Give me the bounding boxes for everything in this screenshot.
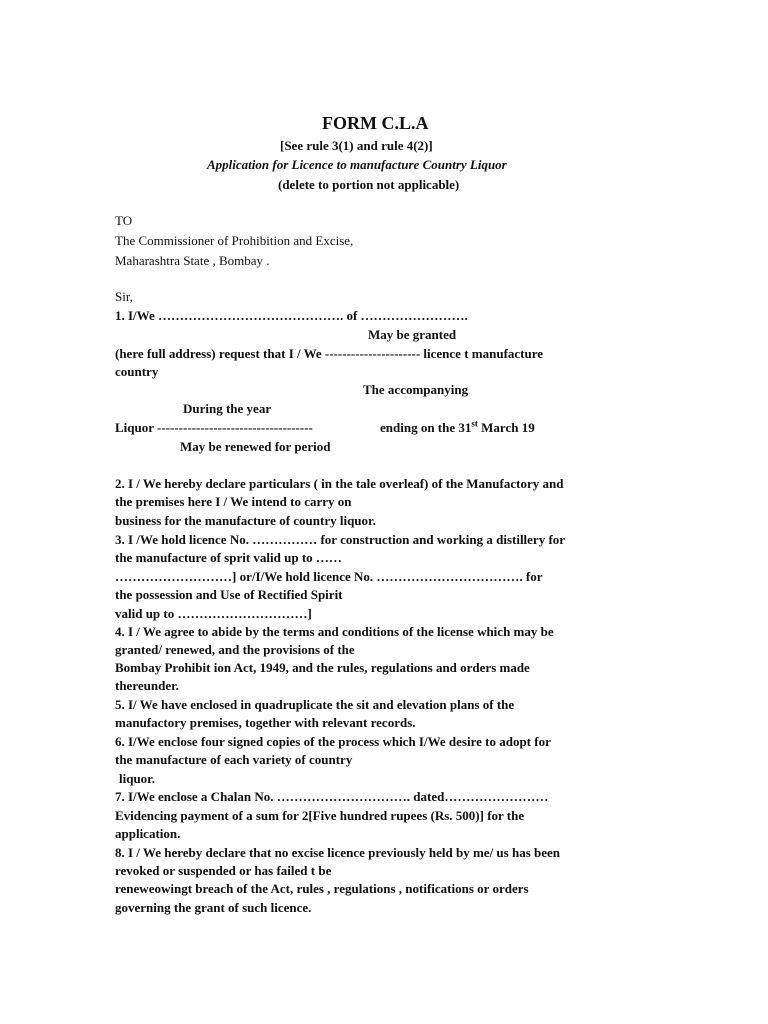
para-1-line-a: 1. I/We ……………………………………. of …………………….	[115, 308, 468, 323]
para-2-line-a: 2. I / We hereby declare particulars ( in the tale overleaf) of the Manufactory and	[115, 476, 564, 491]
para-3-line-a: 3. I /We hold licence No. …………… for construction and working a distillery for	[115, 532, 566, 547]
para-3-line-c: ………………………] or/I/We hold licence No. ……………………………. for	[115, 569, 543, 584]
para-6-line-b: the manufacture of each variety of country	[115, 752, 353, 767]
para-2-line-b: the premises here I / We intend to carry on	[115, 494, 352, 509]
ending-month: March 19	[477, 420, 535, 435]
para-4-line-b: granted/ renewed, and the provisions of the	[115, 642, 355, 657]
address-to: TO	[115, 213, 133, 228]
para-8-line-a: 8. I / We hereby declare that no excise licence previously held by me/ us has been	[115, 845, 561, 860]
salutation: Sir,	[115, 289, 133, 304]
para-1-line-b: May be granted	[368, 327, 457, 342]
para-8-line-b: revoked or suspended or has failed t be	[115, 863, 332, 878]
para-6-line-a: 6. I/We enclose four signed copies of the process which I/We desire to adopt for	[115, 734, 551, 749]
para-3-line-b: the manufacture of sprit valid up to ……	[115, 550, 342, 565]
para-5-line-a: 5. I/ We have enclosed in quadruplicate the sit and elevation plans of the	[115, 697, 515, 712]
para-8-line-d: governing the grant of such licence.	[115, 900, 312, 915]
form-title: FORM C.L.A	[322, 113, 429, 133]
para-7-line-b: Evidencing payment of a sum for 2[Five hundred rupees (Rs. 500)] for the	[115, 808, 525, 823]
para-8-line-c: reneweowingt breach of the Act, rules , regulations , notifications or orders	[115, 881, 529, 896]
para-3-line-d: the possession and Use of Rectified Spirit	[115, 587, 343, 602]
para-7-line-a: 7. I/We enclose a Chalan No. …………………………. dated……………………	[115, 789, 549, 804]
ending-superscript: st	[471, 418, 478, 429]
para-1-line-f: During the year	[183, 401, 272, 416]
para-1-line-c: (here full address) request that I / We ---------------------- licence t manufacture	[115, 346, 544, 361]
para-1-line-h: May be renewed for period	[180, 439, 331, 454]
para-1-line-e: The accompanying	[363, 382, 469, 397]
ending-text: ending on the 31	[380, 420, 472, 435]
para-4-line-a: 4. I / We agree to abide by the terms and conditions of the license which may be	[115, 624, 554, 639]
para-7-line-c: application.	[115, 826, 181, 841]
deletion-note: (delete to portion not applicable)	[278, 177, 460, 192]
para-1-line-d: country	[115, 364, 159, 379]
address-line-1: The Commissioner of Prohibition and Excise,	[115, 233, 354, 248]
para-1-line-g-ending	[380, 420, 535, 436]
para-6-line-c: liquor.	[119, 771, 156, 786]
para-5-line-b: manufactory premises, together with relevant records.	[115, 715, 416, 730]
address-line-2: Maharashtra State , Bombay .	[115, 253, 270, 268]
para-3-line-e: valid up to …………………………]	[115, 606, 312, 621]
rule-reference: [See rule 3(1) and rule 4(2)]	[280, 138, 433, 153]
para-4-line-c: Bombay Prohibit ion Act, 1949, and the rules, regulations and orders made	[115, 660, 530, 675]
para-2-line-c: business for the manufacture of country liquor.	[115, 513, 376, 528]
para-1-line-g-liquor: Liquor ------------------------------------	[115, 420, 313, 435]
form-subtitle: Application for Licence to manufacture Country Liquor	[207, 157, 507, 172]
para-4-line-d: thereunder.	[115, 678, 179, 693]
